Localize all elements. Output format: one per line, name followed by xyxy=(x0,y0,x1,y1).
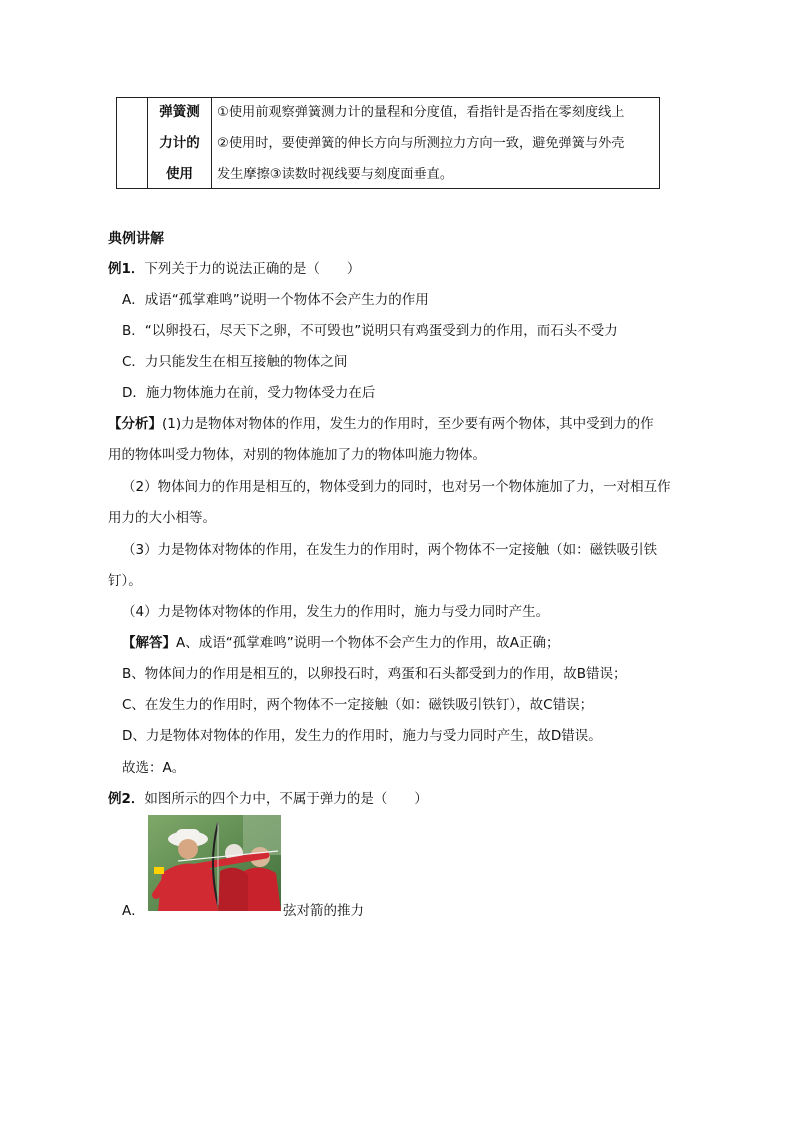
example-2-label: 例2． xyxy=(108,791,145,807)
analysis-line: 用力的大小相等。 xyxy=(108,510,216,526)
analysis-line: （4）力是物体对物体的作用，发生力的作用时，施力与受力同时产生。 xyxy=(122,604,550,620)
example-2-option-a-letter: A． xyxy=(122,903,145,919)
table-label-line: 力计的 xyxy=(159,134,200,151)
example-2-option-a-text: 弦对箭的推力 xyxy=(283,903,364,919)
example-2-question-text: 如图所示的四个力中，不属于弹力的是（ ） xyxy=(144,791,428,807)
spring-scale-usage-table xyxy=(116,97,660,189)
table-empty-cell xyxy=(117,98,148,188)
example-1-option-b: B．“以卵投石，尽天下之卵，不可毁也”说明只有鸡蛋受到力的作用，而石头不受力 xyxy=(122,323,618,339)
example-2-question xyxy=(108,789,428,809)
answer-line: D、力是物体对物体的作用，发生力的作用时，施力与受力同时产生，故D错误。 xyxy=(122,728,602,744)
table-content-line: 发生摩擦③读数时视线要与刻度面垂直。 xyxy=(217,166,454,182)
answer-line: B、物体间力的作用是相互的，以卵投石时，鸡蛋和石头都受到力的作用，故B错误； xyxy=(122,666,627,682)
table-label-cell xyxy=(148,98,212,188)
example-1-question-text: 下列关于力的说法正确的是（ ） xyxy=(144,261,361,277)
archer-illustration xyxy=(148,815,281,911)
table-label-line: 弹簧测 xyxy=(159,103,200,120)
answer-conclusion: 故选：A。 xyxy=(122,760,186,776)
example-1-question xyxy=(108,259,360,279)
table-label-line: 使用 xyxy=(166,165,193,182)
analysis-line xyxy=(108,414,654,434)
analysis-tag: 【分析】 xyxy=(108,416,162,432)
analysis-line: （2）物体间力的作用是相互的，物体受到力的同时，也对另一个物体施加了力，一对相互作 xyxy=(122,479,671,495)
analysis-line: （3）力是物体对物体的作用，在发生力的作用时，两个物体不一定接触（如：磁铁吸引铁 xyxy=(122,542,658,558)
example-1-option-a: A．成语“孤掌难鸣”说明一个物体不会产生力的作用 xyxy=(122,292,429,308)
answer-line: C、在发生力的作用时，两个物体不一定接触（如：磁铁吸引铁钉），故C错误； xyxy=(122,697,594,713)
table-content-line: ①使用前观察弹簧测力计的量程和分度值，看指针是否指在零刻度线上 xyxy=(217,104,625,120)
table-content-cell xyxy=(212,98,659,188)
example-1-option-c: C．力只能发生在相互接触的物体之间 xyxy=(122,354,348,370)
section-title: 典例讲解 xyxy=(108,231,164,247)
analysis-line: 钉）。 xyxy=(108,573,142,589)
answer-line xyxy=(122,633,559,653)
table-content-line: ②使用时，要使弹簧的伸长方向与所测拉力方向一致，避免弹簧与外壳 xyxy=(217,135,625,151)
example-1-label: 例1． xyxy=(108,261,145,277)
analysis-text: (1)力是物体对物体的作用，发生力的作用时，至少要有两个物体，其中受到力的作 xyxy=(162,416,654,432)
answer-tag: 【解答】 xyxy=(122,635,176,651)
answer-text: A、成语“孤掌难鸣”说明一个物体不会产生力的作用，故A正确； xyxy=(176,635,560,651)
archer-photo xyxy=(148,815,281,911)
example-1-option-d: D．施力物体施力在前，受力物体受力在后 xyxy=(122,385,376,401)
analysis-line: 用的物体叫受力物体，对别的物体施加了力的物体叫施力物体。 xyxy=(108,447,486,463)
